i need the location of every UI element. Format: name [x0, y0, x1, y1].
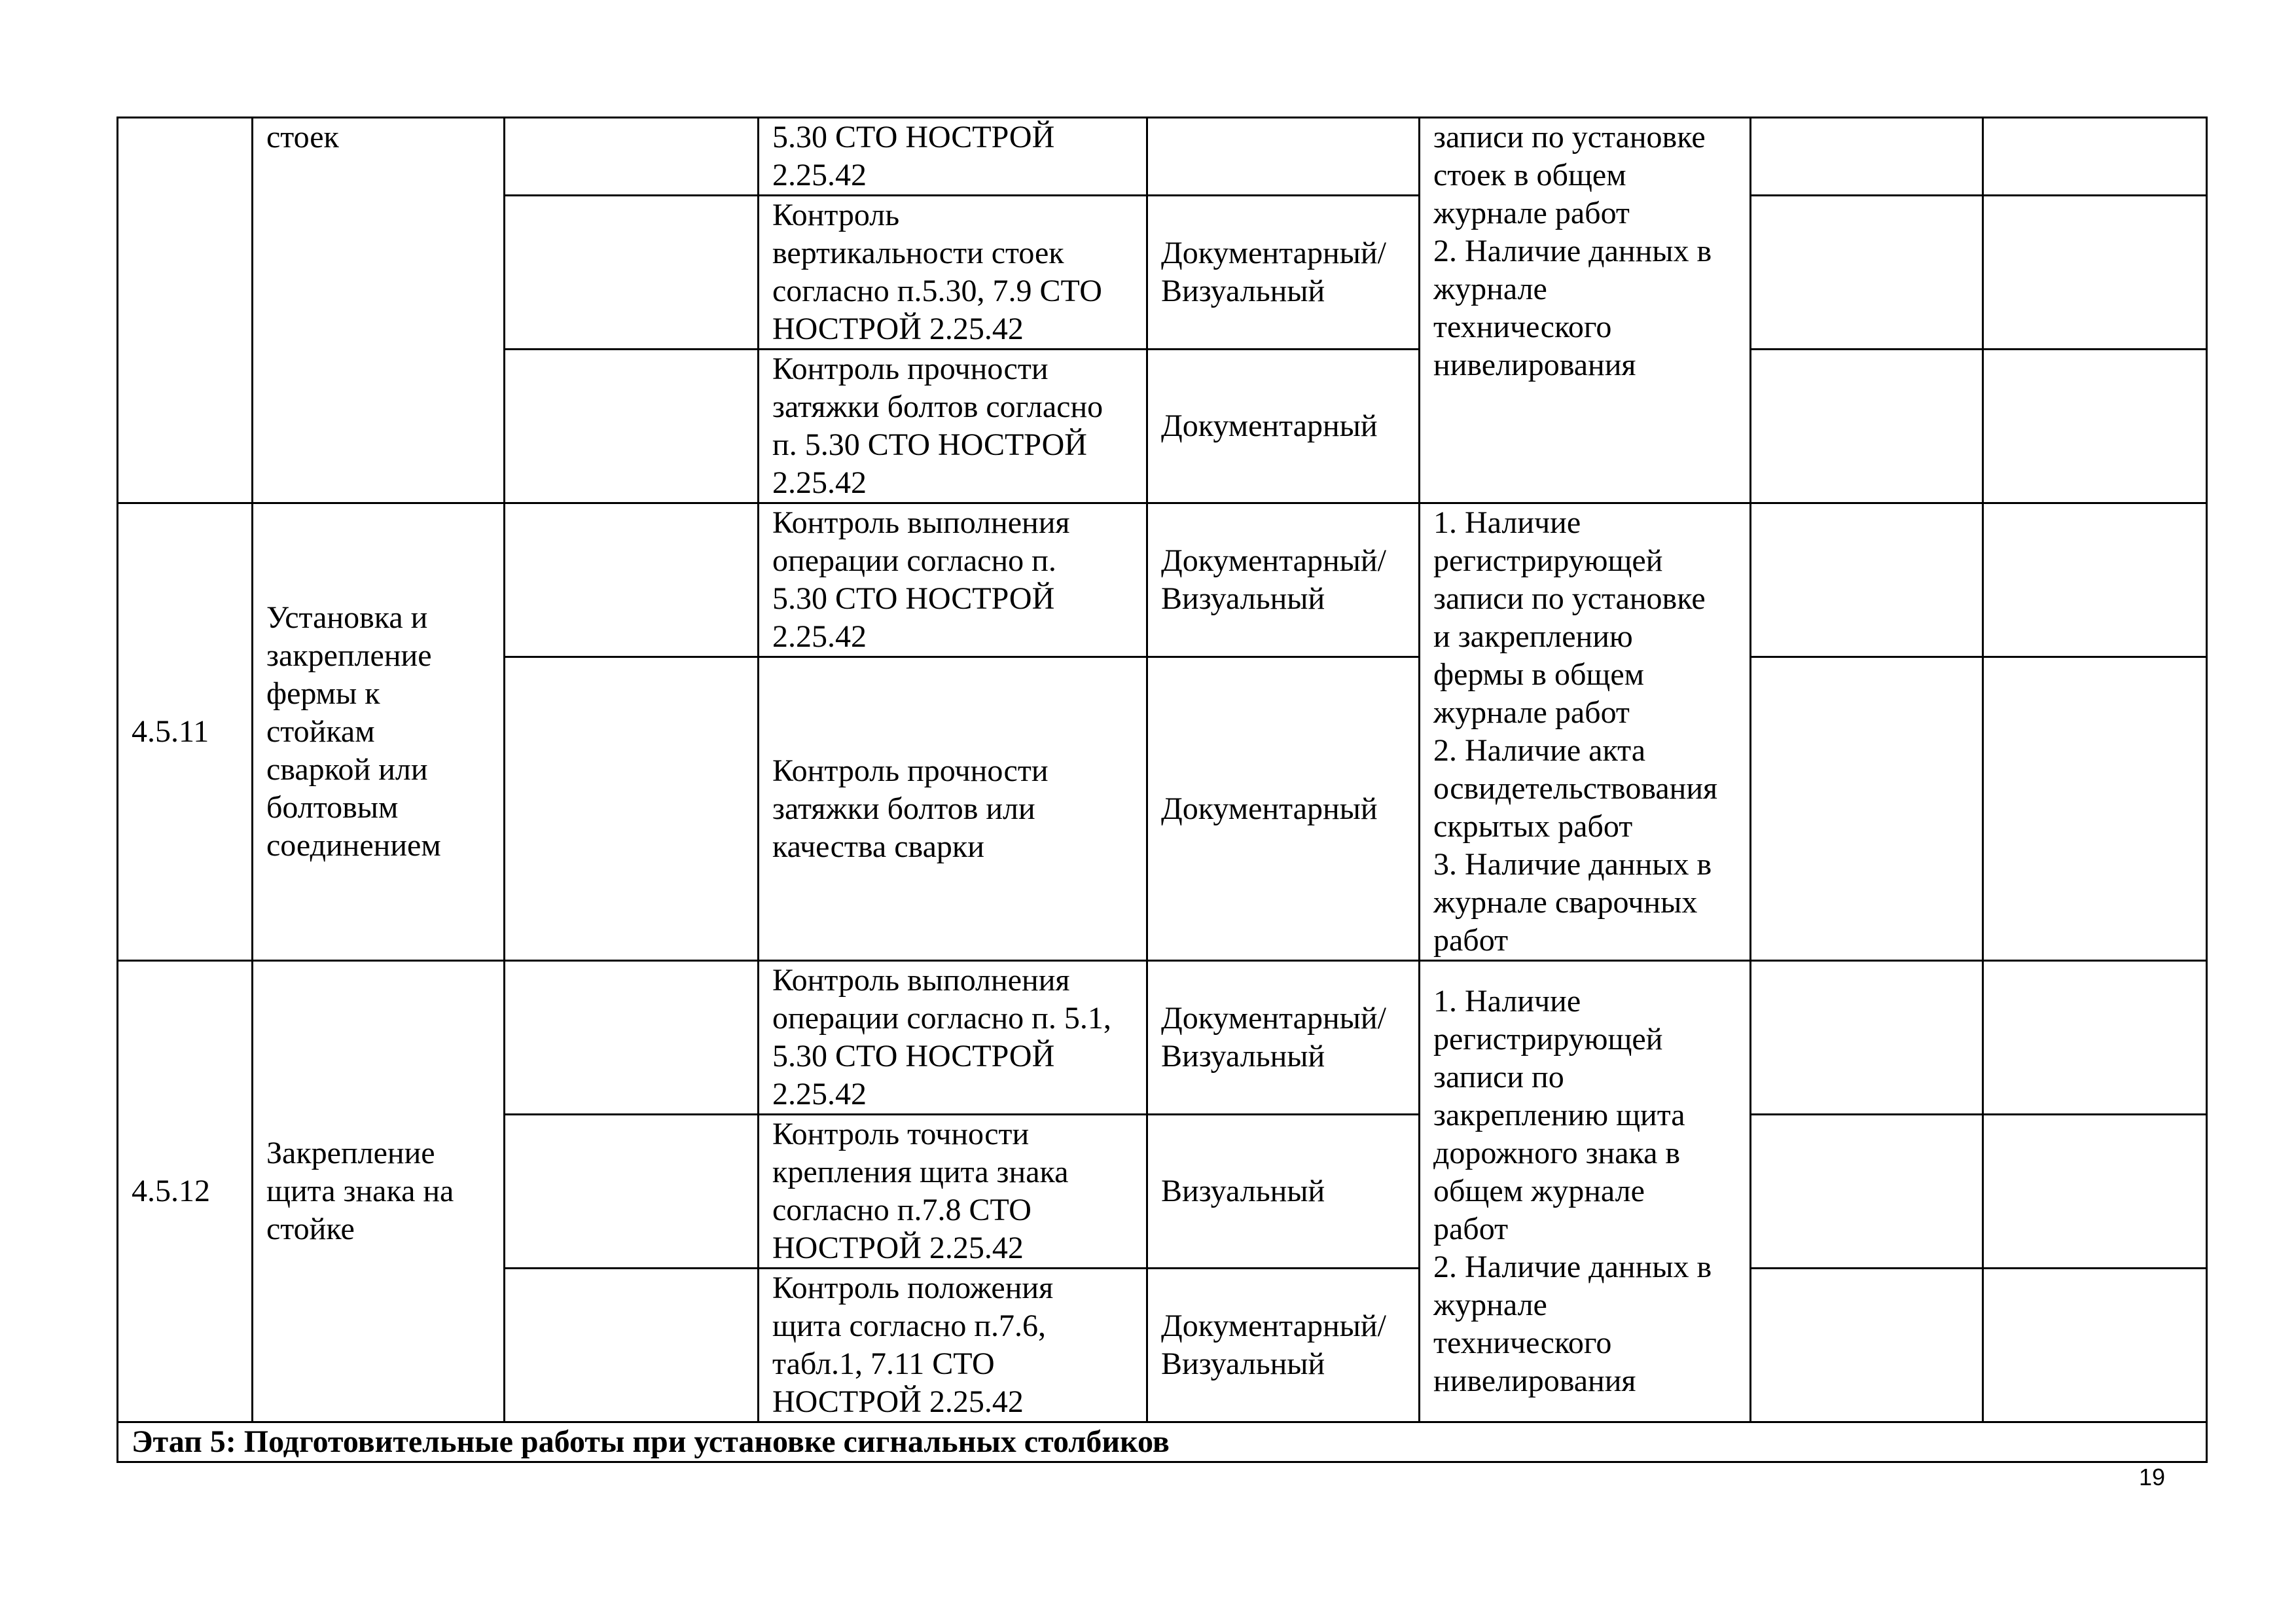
cell-documents: [1420, 503, 1751, 961]
method-text: Визуальный: [1161, 1039, 1325, 1074]
cell-documents: [1420, 118, 1751, 503]
documents-text: нивелирования: [1433, 1363, 1636, 1398]
cell-empty: [1983, 350, 2207, 503]
method-text: Визуальный: [1161, 1346, 1325, 1381]
cell-empty: [1983, 503, 2207, 657]
method-text: Документарный/: [1161, 543, 1386, 579]
cell-empty: [1751, 503, 1983, 657]
work-name-text: Установка и: [266, 600, 428, 635]
documents-text: нивелирования: [1433, 348, 1636, 382]
cell-empty: [1983, 961, 2207, 1115]
work-name-text: фермы к: [266, 676, 380, 711]
work-name-text: стойкам: [266, 714, 375, 749]
control-text: 2.25.42: [772, 619, 867, 654]
table-row: [118, 1422, 2207, 1462]
documents-text: записи по установке: [1433, 581, 1706, 616]
cell-work-name: [253, 503, 505, 961]
cell-control: [759, 196, 1147, 350]
documents-text: работ: [1433, 1212, 1509, 1246]
documents-text: регистрирующей: [1433, 543, 1663, 578]
control-text: операции согласно п.: [772, 543, 1056, 578]
documents-text: фермы в общем: [1433, 657, 1645, 692]
control-text: Контроль выполнения: [772, 963, 1070, 998]
documents-text: стоек в общем: [1433, 158, 1626, 192]
cell-number: [118, 118, 253, 503]
cell-work-name: [253, 961, 505, 1422]
control-text: согласно п.5.30, 7.9 СТО: [772, 274, 1102, 308]
method-text: Документарный: [1161, 791, 1378, 826]
documents-text: работ: [1433, 923, 1509, 958]
cell-empty: [1751, 1269, 1983, 1422]
work-name-text: болтовым: [266, 790, 399, 825]
work-name-text: закрепление: [266, 638, 432, 673]
work-name-text: соединением: [266, 828, 441, 863]
control-text: согласно п.7.8 СТО: [772, 1193, 1031, 1227]
documents-text: журнале работ: [1433, 695, 1630, 730]
documents-text: технического: [1433, 310, 1612, 344]
cell-control: [759, 1269, 1147, 1422]
control-text: НОСТРОЙ 2.25.42: [772, 312, 1024, 346]
stage-heading: [118, 1422, 2207, 1462]
control-text: 5.30 СТО НОСТРОЙ: [772, 120, 1055, 154]
cell-method: [1147, 503, 1420, 657]
control-text: 5.30 СТО НОСТРОЙ: [772, 581, 1055, 616]
work-name-text: щита знака на: [266, 1174, 454, 1208]
control-text: Контроль положения: [772, 1271, 1054, 1305]
documents-text: записи по: [1433, 1060, 1564, 1094]
table-row: [118, 503, 2207, 657]
documents-text: общем журнале: [1433, 1174, 1645, 1208]
documents-text: журнале работ: [1433, 196, 1630, 230]
cell-empty: [1751, 118, 1983, 196]
work-name-text: сваркой или: [266, 752, 428, 787]
cell-control: [759, 961, 1147, 1115]
cell-number: [118, 503, 253, 961]
cell-empty: [505, 503, 759, 657]
cell-empty: [1983, 1115, 2207, 1269]
documents-text: скрытых работ: [1433, 809, 1633, 844]
cell-empty: [505, 350, 759, 503]
cell-method: [1147, 1115, 1420, 1269]
table-row: [118, 961, 2207, 1115]
cell-work-name: [253, 118, 505, 503]
control-text: затяжки болтов согласно: [772, 389, 1103, 424]
documents-text: закреплению щита: [1433, 1098, 1685, 1132]
cell-empty: [1751, 196, 1983, 350]
table-row: [118, 118, 2207, 196]
control-text: 2.25.42: [772, 1077, 867, 1111]
cell-method: [1147, 961, 1420, 1115]
documents-text: 2. Наличие данных в: [1433, 234, 1712, 268]
control-text: Контроль выполнения: [772, 505, 1070, 540]
method-text: Визуальный: [1161, 274, 1325, 308]
control-text: НОСТРОЙ 2.25.42: [772, 1231, 1024, 1265]
cell-control: [759, 350, 1147, 503]
control-text: Контроль: [772, 198, 900, 232]
item-number: 4.5.12: [132, 1174, 210, 1208]
method-text: Визуальный: [1161, 581, 1325, 617]
control-text: Контроль прочности: [772, 753, 1049, 788]
control-text: НОСТРОЙ 2.25.42: [772, 1384, 1024, 1419]
page-number: 19: [2138, 1464, 2165, 1490]
documents-text: технического: [1433, 1326, 1612, 1360]
control-text: Контроль прочности: [772, 352, 1049, 386]
cell-empty: [505, 1269, 759, 1422]
control-text: 5.30 СТО НОСТРОЙ: [772, 1039, 1055, 1074]
cell-empty: [505, 196, 759, 350]
cell-empty: [1751, 657, 1983, 961]
documents-text: освидетельствования: [1433, 771, 1718, 806]
control-text: 2.25.42: [772, 465, 867, 500]
cell-control: [759, 118, 1147, 196]
cell-empty: [1983, 1269, 2207, 1422]
cell-method: [1147, 657, 1420, 961]
documents-text: журнале сварочных: [1433, 885, 1698, 920]
cell-method: [1147, 350, 1420, 503]
documents-text: регистрирующей: [1433, 1022, 1663, 1056]
cell-method: [1147, 1269, 1420, 1422]
work-name-text: Закрепление: [266, 1136, 435, 1170]
control-text: 2.25.42: [772, 158, 867, 192]
documents-text: дорожного знака в: [1433, 1136, 1681, 1170]
cell-empty: [505, 657, 759, 961]
method-text: Визуальный: [1161, 1174, 1325, 1208]
control-text: табл.1, 7.11 СТО: [772, 1346, 995, 1381]
cell-empty: [1751, 350, 1983, 503]
cell-empty: [1751, 1115, 1983, 1269]
cell-documents: [1420, 961, 1751, 1422]
cell-empty: [1983, 118, 2207, 196]
work-name-text: стоек: [266, 120, 339, 154]
method-text: Документарный/: [1161, 1001, 1386, 1036]
documents-text: журнале: [1433, 272, 1547, 306]
control-text: Контроль точности: [772, 1117, 1030, 1151]
control-text: операции согласно п. 5.1,: [772, 1001, 1111, 1036]
work-name-text: стойке: [266, 1212, 355, 1246]
cell-empty: [1983, 196, 2207, 350]
method-text: Документарный/: [1161, 1308, 1386, 1343]
documents-text: 2. Наличие данных в: [1433, 1250, 1712, 1284]
cell-empty: [505, 118, 759, 196]
cell-method: [1147, 196, 1420, 350]
cell-empty: [505, 961, 759, 1115]
cell-empty: [1983, 657, 2207, 961]
documents-text: 1. Наличие: [1433, 505, 1581, 540]
cell-empty: [1751, 961, 1983, 1115]
documents-text: и закреплению: [1433, 619, 1633, 654]
cell-control: [759, 503, 1147, 657]
control-text: щита согласно п.7.6,: [772, 1308, 1047, 1343]
quality-control-table: [117, 117, 2208, 1463]
documents-text: 1. Наличие: [1433, 984, 1581, 1019]
documents-text: 2. Наличие акта: [1433, 733, 1646, 768]
documents-text: 3. Наличие данных в: [1433, 847, 1712, 882]
cell-control: [759, 657, 1147, 961]
item-number: 4.5.11: [132, 714, 209, 749]
control-text: вертикальности стоек: [772, 236, 1064, 270]
control-text: качества сварки: [772, 829, 984, 864]
method-text: Документарный/: [1161, 236, 1386, 270]
method-text: Документарный: [1161, 408, 1378, 443]
cell-method: [1147, 118, 1420, 196]
cell-control: [759, 1115, 1147, 1269]
cell-number: [118, 961, 253, 1422]
stage-heading-text: Этап 5: Подготовительные работы при установке сигнальных столбиков: [132, 1424, 1170, 1459]
documents-text: записи по установке: [1433, 120, 1706, 154]
control-text: п. 5.30 СТО НОСТРОЙ: [772, 427, 1087, 462]
documents-text: журнале: [1433, 1288, 1547, 1322]
control-text: крепления щита знака: [772, 1155, 1069, 1189]
control-text: затяжки болтов или: [772, 791, 1035, 826]
cell-empty: [505, 1115, 759, 1269]
